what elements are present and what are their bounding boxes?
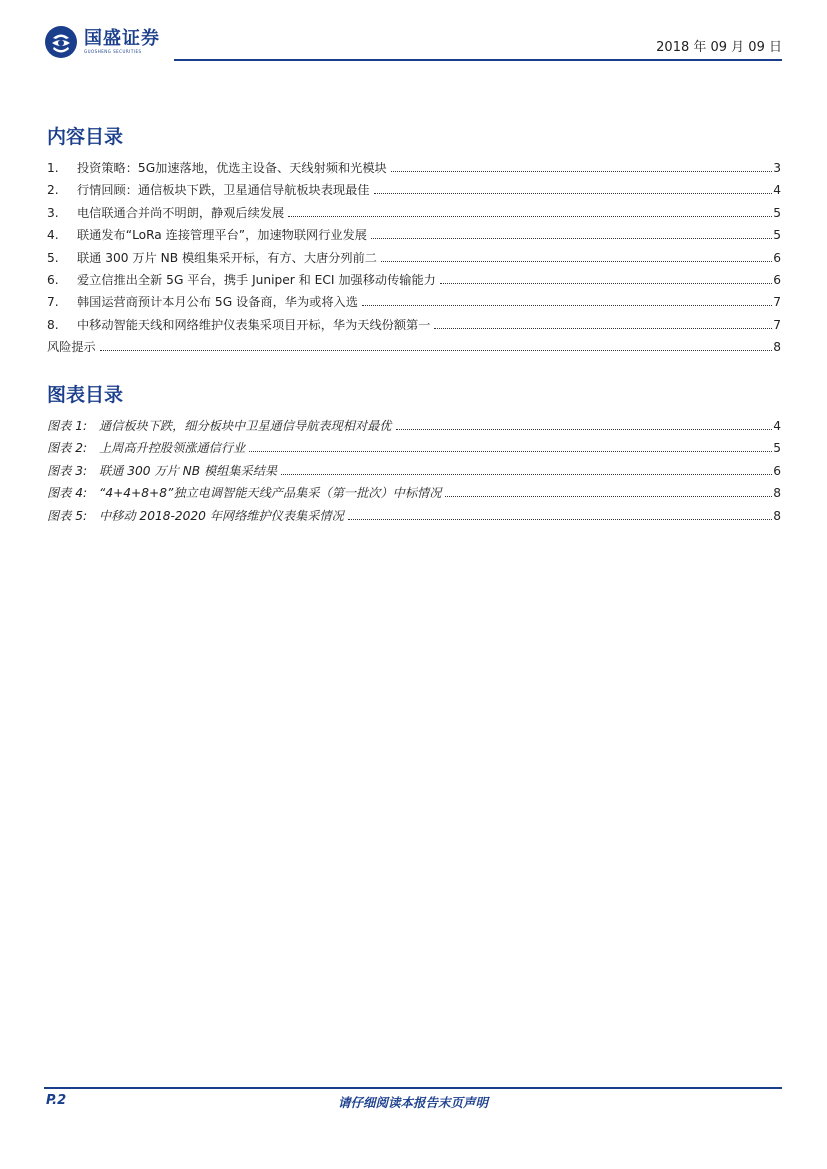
toc-leader-dots <box>396 429 772 430</box>
page-number: P.2 <box>46 1093 67 1108</box>
toc-leader-dots <box>391 171 772 172</box>
figure-entry[interactable] <box>47 505 781 527</box>
footer-disclaimer: 请仔细阅读本报告末页声明 <box>337 1095 488 1110</box>
toc-entry[interactable] <box>47 179 781 201</box>
figures-list <box>47 415 781 527</box>
toc-leader-dots <box>249 451 772 452</box>
toc-leader-dots <box>381 261 772 262</box>
toc-leader-dots <box>374 193 772 194</box>
toc-leader-dots <box>100 350 772 351</box>
toc-entry[interactable] <box>47 157 781 179</box>
toc-entry-page: 4 <box>773 419 781 433</box>
toc-entry-page: 6 <box>773 272 781 287</box>
toc-entry-page: 8 <box>773 508 781 523</box>
toc-entry-page: 7 <box>773 295 781 310</box>
toc-leader-dots <box>440 283 772 284</box>
toc-entry-page: 6 <box>773 463 781 478</box>
contents-list <box>47 157 781 359</box>
toc-entry-number: 3. <box>47 205 59 220</box>
toc-entry-number: 图表 2: <box>47 441 88 456</box>
contents-title: 内容目录 <box>47 126 124 148</box>
toc-entry-number: 4. <box>47 228 59 243</box>
figure-entry[interactable] <box>47 460 781 482</box>
toc-entry-page: 5 <box>773 441 781 456</box>
toc-entry-title: 风险提示 <box>47 340 96 355</box>
figure-entry[interactable] <box>47 437 781 459</box>
toc-leader-dots <box>281 474 772 475</box>
toc-entry-title: 联通发布“LoRa 连接管理平台”，加速物联网行业发展 <box>77 228 367 243</box>
company-name-en: GUOSHENG SECURITIES <box>84 49 142 54</box>
toc-entry[interactable] <box>47 291 781 313</box>
toc-entry-title: 投资策略：5G加速落地，优选主设备、天线射频和光模块 <box>77 161 387 175</box>
toc-entry-title: 上周高升控股领涨通信行业 <box>99 441 246 456</box>
toc-entry-number: 图表 1: <box>47 419 88 433</box>
guosheng-logo-icon <box>44 25 78 59</box>
company-name: 国盛证券 <box>84 28 160 49</box>
figure-entry[interactable] <box>47 482 781 504</box>
toc-entry[interactable] <box>47 224 781 246</box>
toc-entry-number: 图表 4: <box>47 486 88 501</box>
toc-entry[interactable] <box>47 269 781 291</box>
page-footer <box>44 1087 782 1127</box>
toc-leader-dots <box>348 519 772 520</box>
toc-entry-number: 图表 5: <box>47 508 88 523</box>
toc-entry-page: 8 <box>773 340 781 355</box>
toc-entry-number: 5. <box>47 250 59 265</box>
toc-entry-number: 8. <box>47 317 59 332</box>
report-date: 2018 年 09 月 09 日 <box>656 40 782 55</box>
toc-entry-title: 韩国运营商预计本月公布 5G 设备商，华为或将入选 <box>77 295 358 310</box>
toc-entry-title: 联通 300 万片 NB 模组集采开标，有方、大唐分列前二 <box>77 250 377 265</box>
toc-leader-dots <box>371 238 772 239</box>
toc-entry-title: 中移动智能天线和网络维护仪表集采项目开标，华为天线份额第一 <box>77 317 431 332</box>
toc-leader-dots <box>362 305 772 306</box>
toc-entry-page: 7 <box>773 317 781 332</box>
toc-entry-title: 行情回顾：通信板块下跌，卫星通信导航板块表现最佳 <box>77 183 370 198</box>
toc-entry-page: 5 <box>773 228 781 243</box>
toc-entry-page: 5 <box>773 205 781 220</box>
toc-entry[interactable] <box>47 314 781 336</box>
toc-entry-number: 1. <box>47 161 59 175</box>
toc-entry-number: 图表 3: <box>47 463 88 478</box>
toc-entry-number: 6. <box>47 272 59 287</box>
toc-entry-title: 爱立信推出全新 5G 平台，携手 Juniper 和 ECI 加强移动传输能力 <box>77 272 436 287</box>
footer-divider <box>44 1087 782 1089</box>
toc-entry[interactable] <box>47 202 781 224</box>
figure-entry[interactable] <box>47 415 781 437</box>
toc-entry-title: 电信联通合并尚不明朗，静观后续发展 <box>77 205 285 220</box>
toc-entry-number: 2. <box>47 183 59 198</box>
toc-entry-title: 通信板块下跌，细分板块中卫星通信导航表现相对最优 <box>99 419 392 433</box>
toc-entry-number: 7. <box>47 295 59 310</box>
toc-entry[interactable] <box>47 336 781 358</box>
toc-entry-title: 联通 300 万片 NB 模组集采结果 <box>99 463 278 478</box>
toc-leader-dots <box>288 216 772 217</box>
toc-entry-page: 4 <box>773 183 781 198</box>
header-divider <box>174 59 782 61</box>
toc-leader-dots <box>445 496 772 497</box>
toc-entry-page: 3 <box>773 161 781 175</box>
figures-title: 图表目录 <box>47 384 124 406</box>
company-logo <box>44 24 160 60</box>
toc-entry-title: 中移动 2018-2020 年网络维护仪表集采情况 <box>99 508 344 523</box>
toc-entry[interactable] <box>47 247 781 269</box>
toc-entry-title: “4+4+8+8”独立电调智能天线产品集采（第一批次）中标情况 <box>99 486 442 501</box>
toc-leader-dots <box>434 328 772 329</box>
page-header <box>44 22 782 64</box>
toc-entry-page: 8 <box>773 486 781 501</box>
toc-entry-page: 6 <box>773 250 781 265</box>
